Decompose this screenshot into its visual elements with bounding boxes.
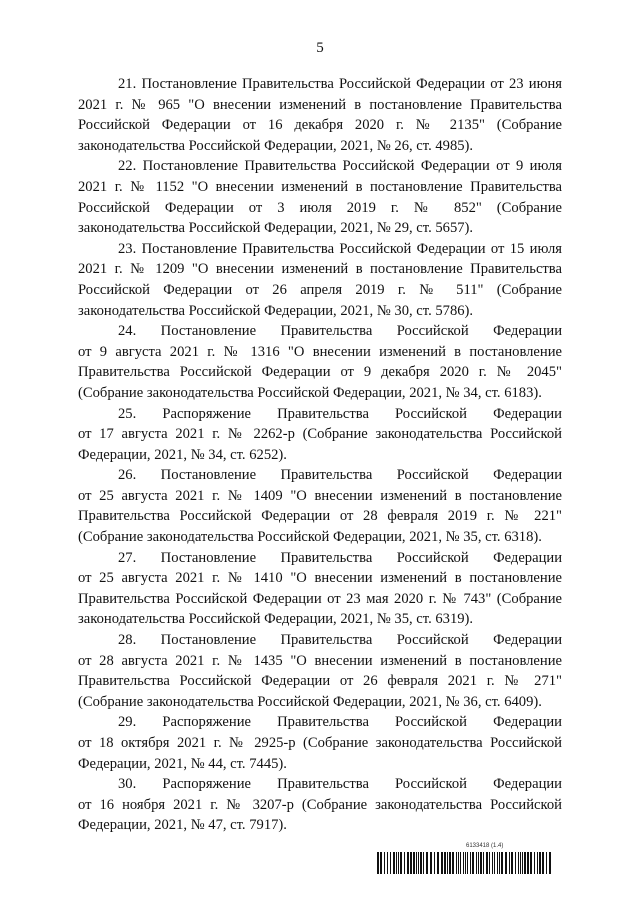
list-item	[78, 239, 562, 321]
text-line: от 25 августа 2021 г. № 1410 "О внесении изменений в постановление	[78, 570, 562, 587]
text-line: законодательства Российской Федерации, 2021, № 29, ст. 5657).	[78, 220, 474, 237]
text-line: (Собрание законодательства Российской Федерации, 2021, № 34, ст. 6183).	[78, 384, 542, 401]
list-item	[78, 548, 562, 630]
text-line: 28. Постановление Правительства Российской Федерации	[118, 632, 562, 649]
text-line: 25. Распоряжение Правительства Российской Федерации	[118, 405, 562, 422]
page-number: 5	[316, 40, 324, 56]
list-item	[78, 404, 562, 466]
text-line: 21. Постановление Правительства Российской Федерации от 23 июня	[118, 76, 562, 92]
list-item	[78, 774, 562, 836]
text-line: 2021 г. № 1209 "О внесении изменений в постановление Правительства	[78, 261, 562, 278]
text-line: от 16 ноября 2021 г. № 3207-р (Собрание законодательства Российской	[78, 796, 562, 813]
text-line: Российской Федерации от 26 апреля 2019 г. № 511" (Собрание	[78, 281, 562, 298]
text-line: от 28 августа 2021 г. № 1435 "О внесении изменений в постановление	[78, 652, 562, 669]
text-line: 26. Постановление Правительства Российской Федерации	[118, 467, 562, 484]
text-line: от 9 августа 2021 г. № 1316 "О внесении изменений в постановление	[78, 343, 562, 360]
list-item	[78, 156, 562, 238]
list-item	[78, 712, 562, 774]
text-line: Правительства Российской Федерации от 26 февраля 2021 г. № 271"	[78, 673, 562, 690]
list-item	[78, 465, 562, 547]
text-line: (Собрание законодательства Российской Федерации, 2021, № 36, ст. 6409).	[78, 693, 542, 710]
text-line: 22. Постановление Правительства Российской Федерации от 9 июля	[118, 158, 562, 175]
text-line: 23. Постановление Правительства Российской Федерации от 15 июля	[118, 240, 562, 257]
text-line: Российской Федерации от 16 декабря 2020 г. № 2135" (Собрание	[78, 117, 562, 134]
text-line: законодательства Российской Федерации, 2021, № 35, ст. 6319).	[78, 611, 474, 628]
text-line: законодательства Российской Федерации, 2021, № 30, ст. 5786).	[78, 302, 474, 319]
list-item	[78, 630, 562, 712]
text-line: от 25 августа 2021 г. № 1409 "О внесении изменений в постановление	[78, 487, 562, 504]
text-line: 2021 г. № 1152 "О внесении изменений в постановление Правительства	[78, 178, 562, 195]
text-line: 24. Постановление Правительства Российской Федерации	[118, 323, 562, 340]
text-line: Федерации, 2021, № 34, ст. 6252).	[78, 446, 287, 463]
text-line: Правительства Российской Федерации от 23 мая 2020 г. № 743" (Собрание	[78, 590, 562, 607]
text-line: Правительства Российской Федерации от 9 декабря 2020 г. № 2045"	[78, 364, 562, 381]
barcode-image	[376, 852, 554, 874]
list-item	[78, 321, 562, 403]
text-line: Федерации, 2021, № 44, ст. 7445).	[78, 755, 287, 772]
text-line: 27. Постановление Правительства Российской Федерации	[118, 549, 562, 566]
text-line: (Собрание законодательства Российской Федерации, 2021, № 35, ст. 6318).	[78, 529, 542, 546]
barcode-code: 6133418 (1.4)	[466, 843, 504, 849]
text-line: 2021 г. № 965 "О внесении изменений в постановление Правительства	[78, 96, 562, 113]
text-line: 29. Распоряжение Правительства Российской Федерации	[118, 714, 562, 731]
text-line: от 18 октября 2021 г. № 2925-р (Собрание законодательства Российской	[78, 735, 562, 751]
list-item	[78, 74, 562, 156]
text-line: Федерации, 2021, № 47, ст. 7917).	[78, 817, 287, 834]
text-line: Правительства Российской Федерации от 28 февраля 2019 г. № 221"	[78, 508, 562, 525]
document-body	[78, 74, 562, 836]
text-line: от 17 августа 2021 г. № 2262-р (Собрание законодательства Российской	[78, 426, 562, 443]
text-line: законодательства Российской Федерации, 2021, № 26, ст. 4985).	[78, 137, 474, 154]
text-line: Российской Федерации от 3 июля 2019 г. № 852" (Собрание	[78, 199, 562, 216]
text-line: 30. Распоряжение Правительства Российской Федерации	[118, 776, 562, 793]
